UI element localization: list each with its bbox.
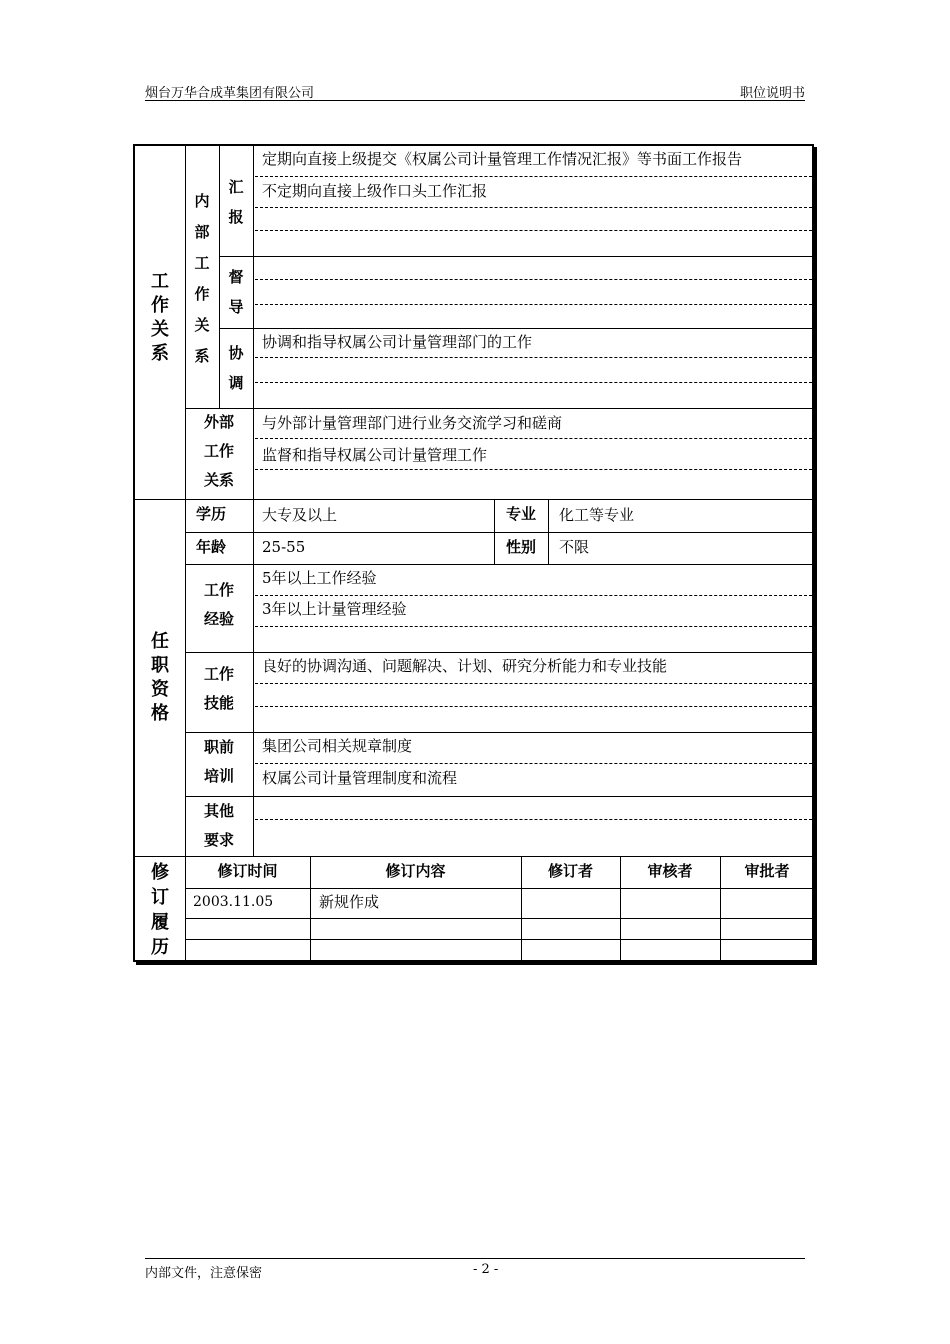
col-revision-date: 修订时间 — [217, 862, 278, 880]
col-approver: 审批者 — [744, 862, 790, 880]
confidential-note: 内部文件，注意保密 — [145, 1266, 263, 1281]
skills-label: 工作 技能 — [203, 665, 234, 712]
experience-item-2: 3年以上计量管理经验 — [262, 600, 407, 618]
age-label: 年龄 — [195, 538, 226, 556]
work-relations-title: 工作关系 — [151, 271, 169, 364]
internal-relations-label: 内部工作关系 — [194, 192, 210, 365]
training-item-1: 集团公司相关规章制度 — [262, 737, 413, 755]
external-relations-label: 外部 工作 关系 — [203, 413, 234, 489]
revision-row-content: 新规作成 — [319, 893, 380, 911]
major-value: 化工等专业 — [559, 506, 635, 524]
external-item-2: 监督和指导权属公司计量管理工作 — [262, 446, 488, 464]
major-label: 专业 — [505, 505, 536, 523]
gender-value: 不限 — [559, 538, 590, 556]
gender-label: 性别 — [505, 538, 536, 556]
col-reviser: 修订者 — [547, 862, 593, 880]
col-revision-content: 修订内容 — [385, 862, 446, 880]
supervise-label: 督导 — [228, 268, 244, 316]
skills-item-1: 良好的协调沟通、问题解决、计划、研究分析能力和专业技能 — [262, 657, 668, 675]
page-footer — [145, 1258, 805, 1279]
revision-row-date: 2003.11.05 — [193, 894, 274, 910]
age-value: 25-55 — [262, 538, 306, 556]
company-name: 烟台万华合成革集团有限公司 — [145, 86, 315, 101]
training-item-2: 权属公司计量管理制度和流程 — [262, 769, 458, 787]
report-item-1: 定期向直接上级提交《权属公司计量管理工作情况汇报》等书面工作报告 — [262, 150, 743, 168]
other-requirements-label: 其他 要求 — [203, 802, 234, 849]
qualifications-title: 任职资格 — [151, 631, 169, 724]
coordinate-item-1: 协调和指导权属公司计量管理部门的工作 — [262, 333, 533, 351]
external-item-1: 与外部计量管理部门进行业务交流学习和磋商 — [262, 414, 563, 432]
page-header — [145, 84, 805, 101]
report-label: 汇报 — [228, 178, 244, 226]
training-label: 职前 培训 — [203, 738, 234, 785]
coordinate-label: 协调 — [228, 344, 244, 392]
col-reviewer: 审核者 — [647, 862, 693, 880]
document-type: 职位说明书 — [739, 86, 805, 101]
job-description-table — [133, 144, 814, 962]
revision-history-title: 修订履历 — [151, 862, 169, 958]
education-label: 学历 — [195, 505, 226, 523]
education-value: 大专及以上 — [262, 506, 338, 524]
report-item-2: 不定期向直接上级作口头工作汇报 — [262, 182, 488, 200]
page-number: - 2 - — [473, 1262, 499, 1277]
experience-label: 工作 经验 — [203, 581, 234, 628]
experience-item-1: 5年以上工作经验 — [262, 569, 377, 587]
